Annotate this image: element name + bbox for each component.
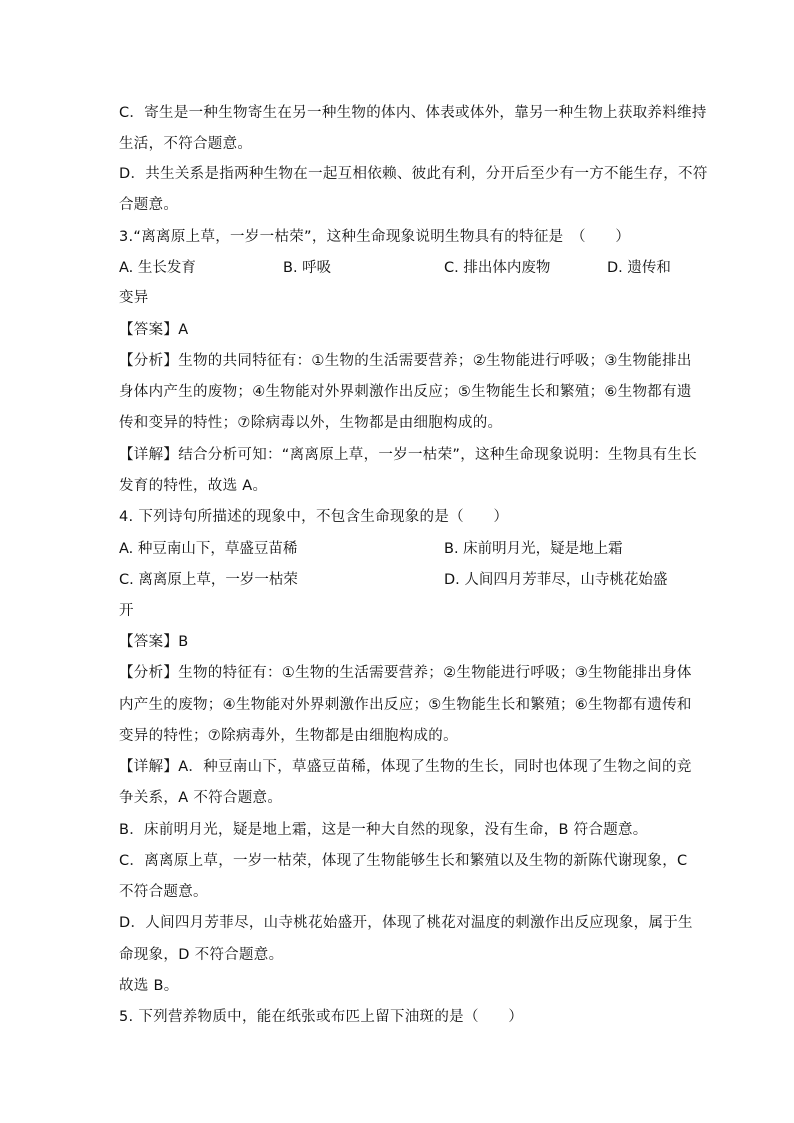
- answer-label: 【答案】B: [119, 634, 189, 650]
- analysis-text: 内产生的废物；④生物能对外界刺激作出反应；⑤生物能生长和繁殖；⑥生物都有遗传和: [119, 697, 692, 713]
- question-3: 3.“离离原上草，一岁一枯荣”，这种生命现象说明生物具有的特征是 （ ）: [119, 229, 631, 245]
- detail-text: 不符合题意。: [119, 884, 208, 900]
- detail-text: 争关系，A 不符合题意。: [119, 790, 283, 806]
- text-line: D．共生关系是指两种生物在一起互相依赖、彼此有利，分开后至少有一方不能生存，不符: [119, 166, 708, 182]
- text-line: 变异: [119, 290, 149, 306]
- conclusion-text: 故选 B。: [119, 978, 179, 994]
- q3-option-b: B. 呼吸: [283, 260, 332, 276]
- question-5: 5. 下列营养物质中，能在纸张或布匹上留下油斑的是（ ）: [119, 1009, 524, 1025]
- analysis-text: 变异的特性；⑦除病毒外，生物都是由细胞构成的。: [119, 728, 458, 744]
- detail-text: D．人间四月芳菲尽，山寺桃花始盛开，体现了桃花对温度的刺激作出反应现象，属于生: [119, 915, 693, 931]
- detail-text: 【详解】A．种豆南山下，草盛豆苗稀，体现了生物的生长，同时也体现了生物之间的竞: [119, 759, 692, 775]
- q3-option-a: A. 生长发育: [119, 260, 196, 276]
- q3-option-c: C. 排出体内废物: [444, 260, 551, 276]
- text-line: C．寄生是一种生物寄生在另一种生物的体内、体表或体外，靠另一种生物上获取养料维持: [119, 105, 707, 121]
- analysis-text: 【分析】生物的共同特征有：①生物的生活需要营养；②生物能进行呼吸；③生物能排出: [119, 353, 692, 369]
- q4-option-a: A. 种豆南山下，草盛豆苗稀: [119, 541, 298, 557]
- detail-text: 命现象，D 不符合题意。: [119, 947, 284, 963]
- analysis-text: 身体内产生的废物；④生物能对外界刺激作出反应；⑤生物能生长和繁殖；⑥生物都有遗: [119, 384, 692, 400]
- q3-option-d: D. 遗传和: [607, 260, 671, 276]
- question-4: 4. 下列诗句所描述的现象中，不包含生命现象的是（ ）: [119, 509, 509, 525]
- detail-text: C．离离原上草，一岁一枯荣，体现了生物能够生长和繁殖以及生物的新陈代谢现象，C: [119, 853, 688, 869]
- detail-text: B．床前明月光，疑是地上霜，这是一种大自然的现象，没有生命，B 符合题意。: [119, 822, 648, 838]
- text-line: 开: [119, 603, 134, 619]
- analysis-text: 传和变异的特性；⑦除病毒以外，生物都是由细胞构成的。: [119, 415, 503, 431]
- answer-label: 【答案】A: [119, 322, 189, 338]
- q4-option-b: B. 床前明月光，疑是地上霜: [444, 541, 623, 557]
- text-line: 生活，不符合题意。: [119, 136, 253, 152]
- q4-option-d: D. 人间四月芳菲尽，山寺桃花始盛: [444, 572, 668, 588]
- q4-option-c: C. 离离原上草，一岁一枯荣: [119, 572, 298, 588]
- text-line: 合题意。: [119, 197, 179, 213]
- detail-text: 发育的特性，故选 A。: [119, 478, 268, 494]
- analysis-text: 【分析】生物的特征有：①生物的生活需要营养；②生物能进行呼吸；③生物能排出身体: [119, 665, 692, 681]
- detail-text: 【详解】结合分析可知：“离离原上草，一岁一枯荣”，这种生命现象说明：生物具有生长: [119, 447, 698, 463]
